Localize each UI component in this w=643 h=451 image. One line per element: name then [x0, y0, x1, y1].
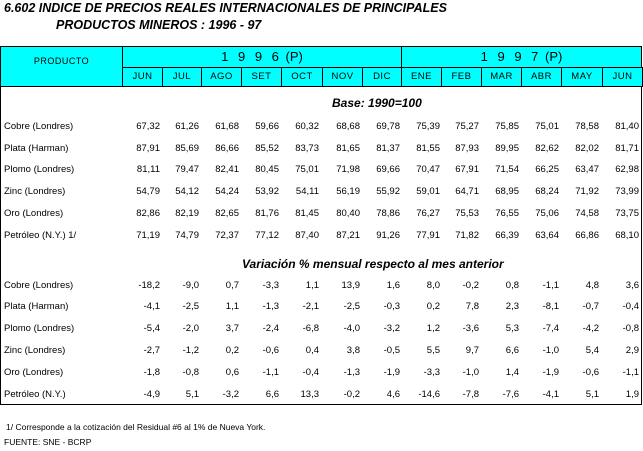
product-header-label: PRODUCTO [33, 56, 90, 66]
base-value-cell: 54,24 [215, 186, 239, 197]
variation-value-cell: -4,0 [343, 323, 360, 334]
year-header-1997 [401, 46, 642, 68]
month-header-cell: NOV [322, 67, 363, 87]
variation-value-cell: 7,8 [465, 301, 479, 312]
base-value-cell: 76,55 [495, 208, 519, 219]
base-value-cell: 75,39 [416, 121, 440, 132]
base-value-cell: 66,86 [575, 230, 599, 241]
variation-value-cell: 0,4 [305, 345, 319, 356]
variation-value-cell: 0,2 [225, 345, 239, 356]
variation-row-label: Zinc (Londres) [4, 345, 66, 356]
base-value-cell: 53,92 [255, 186, 279, 197]
variation-value-cell: -0,5 [383, 345, 400, 356]
base-value-cell: 64,71 [455, 186, 479, 197]
year-1996-label: 1 9 9 6 [221, 49, 282, 64]
variation-value-cell: 1,1 [225, 301, 239, 312]
base-value-cell: 81,40 [615, 121, 639, 132]
base-value-cell: 71,82 [455, 230, 479, 241]
base-value-cell: 68,24 [535, 186, 559, 197]
variation-value-cell: -3,3 [262, 280, 279, 291]
variation-value-cell: -0,8 [622, 323, 639, 334]
footnote: 1/ Corresponde a la cotización del Residual #6 al 1% de Nueva York. [6, 422, 266, 432]
base-value-cell: 76,27 [416, 208, 440, 219]
variation-value-cell: 2,9 [625, 345, 639, 356]
base-value-cell: 55,92 [376, 186, 400, 197]
source-note: FUENTE: SNE - BCRP [4, 437, 92, 447]
base-value-cell: 82,19 [175, 208, 199, 219]
base-value-cell: 73,99 [615, 186, 639, 197]
base-value-cell: 54,11 [295, 186, 319, 197]
variation-value-cell: -4,1 [542, 389, 559, 400]
variation-section-title: Variación % mensual respecto al mes anterior [242, 257, 504, 271]
base-value-cell: 77,91 [416, 230, 440, 241]
month-header-cell: MAY [561, 67, 603, 87]
table-subtitle: PRODUCTOS MINEROS : 1996 - 97 [56, 18, 262, 32]
base-value-cell: 87,21 [336, 230, 360, 241]
year-1997-label: 1 9 9 7 [480, 49, 542, 64]
base-value-cell: 67,32 [136, 121, 160, 132]
base-value-cell: 63,47 [575, 164, 599, 175]
variation-value-cell: -1,8 [143, 367, 160, 378]
variation-value-cell: 0,6 [225, 367, 239, 378]
variation-value-cell: 5,3 [505, 323, 519, 334]
variation-value-cell: -4,9 [143, 389, 160, 400]
base-value-cell: 78,58 [575, 121, 599, 132]
variation-value-cell: -0,4 [302, 367, 319, 378]
variation-value-cell: 3,6 [625, 280, 639, 291]
base-value-cell: 80,40 [336, 208, 360, 219]
base-value-cell: 91,26 [376, 230, 400, 241]
base-value-cell: 75,06 [535, 208, 559, 219]
month-header-cell: FEB [441, 67, 482, 87]
variation-value-cell: -7,8 [462, 389, 479, 400]
variation-value-cell: 9,7 [465, 345, 479, 356]
variation-value-cell: 0,7 [225, 280, 239, 291]
variation-value-cell: -1,1 [542, 280, 559, 291]
variation-value-cell: -0,2 [343, 389, 360, 400]
month-header-cell: DIC [362, 67, 402, 87]
variation-value-cell: 6,6 [265, 389, 279, 400]
base-value-cell: 69,66 [376, 164, 400, 175]
base-value-cell: 71,92 [575, 186, 599, 197]
base-value-cell: 61,26 [175, 121, 199, 132]
base-value-cell: 82,41 [215, 164, 239, 175]
base-value-cell: 74,79 [175, 230, 199, 241]
variation-value-cell: -2,0 [182, 323, 199, 334]
year-header-1996 [122, 46, 402, 68]
base-value-cell: 82,65 [215, 208, 239, 219]
variation-value-cell: -0,6 [262, 345, 279, 356]
base-value-cell: 71,19 [136, 230, 160, 241]
base-value-cell: 61,68 [215, 121, 239, 132]
variation-value-cell: -2,5 [182, 301, 199, 312]
base-value-cell: 81,37 [376, 143, 400, 154]
base-value-cell: 59,01 [416, 186, 440, 197]
variation-value-cell: -2,7 [143, 345, 160, 356]
variation-value-cell: 13,9 [341, 280, 360, 291]
base-row-label: Plomo (Londres) [4, 164, 75, 175]
base-value-cell: 85,69 [175, 143, 199, 154]
base-value-cell: 69,78 [376, 121, 400, 132]
base-value-cell: 80,45 [255, 164, 279, 175]
variation-row-label: Cobre (Londres) [4, 280, 74, 291]
variation-value-cell: -9,0 [182, 280, 199, 291]
variation-value-cell: -1,1 [262, 367, 279, 378]
variation-value-cell: -4,2 [582, 323, 599, 334]
base-value-cell: 81,45 [295, 208, 319, 219]
variation-value-cell: 6,6 [505, 345, 519, 356]
variation-value-cell: -1,0 [462, 367, 479, 378]
base-value-cell: 70,47 [416, 164, 440, 175]
base-row-label: Oro (Londres) [4, 208, 64, 219]
base-value-cell: 81,55 [416, 143, 440, 154]
month-header-cell: ABR [521, 67, 562, 87]
base-value-cell: 81,65 [336, 143, 360, 154]
variation-value-cell: 1,1 [305, 280, 319, 291]
variation-value-cell: 1,4 [505, 367, 519, 378]
base-value-cell: 71,54 [495, 164, 519, 175]
variation-value-cell: -5,4 [143, 323, 160, 334]
base-value-cell: 79,47 [175, 164, 199, 175]
base-value-cell: 77,12 [255, 230, 279, 241]
variation-value-cell: 5,1 [185, 389, 199, 400]
base-value-cell: 87,91 [136, 143, 160, 154]
variation-value-cell: 3,8 [346, 345, 360, 356]
base-value-cell: 82,86 [136, 208, 160, 219]
base-value-cell: 75,85 [495, 121, 519, 132]
base-value-cell: 83,73 [295, 143, 319, 154]
variation-row-label: Plata (Harman) [4, 301, 69, 312]
variation-value-cell: -0,3 [383, 301, 400, 312]
base-value-cell: 87,40 [295, 230, 319, 241]
base-value-cell: 68,95 [495, 186, 519, 197]
base-value-cell: 67,91 [455, 164, 479, 175]
base-value-cell: 56,19 [336, 186, 360, 197]
base-row-label: Petróleo (N.Y.) 1/ [4, 230, 77, 241]
variation-value-cell: -4,1 [143, 301, 160, 312]
variation-value-cell: 1,9 [625, 389, 639, 400]
base-value-cell: 78,86 [376, 208, 400, 219]
variation-value-cell: -1,0 [542, 345, 559, 356]
variation-value-cell: 5,4 [585, 345, 599, 356]
year-1997-suffix: (P) [541, 49, 563, 64]
variation-value-cell: -1,9 [542, 367, 559, 378]
variation-value-cell: 0,2 [426, 301, 440, 312]
variation-value-cell: 2,3 [505, 301, 519, 312]
base-value-cell: 82,02 [575, 143, 599, 154]
base-value-cell: 73,75 [615, 208, 639, 219]
base-value-cell: 59,66 [255, 121, 279, 132]
variation-value-cell: -1,1 [622, 367, 639, 378]
base-value-cell: 68,68 [336, 121, 360, 132]
month-header-cell: AGO [201, 67, 242, 87]
base-row-label: Cobre (Londres) [4, 121, 74, 132]
variation-value-cell: 4,8 [585, 280, 599, 291]
base-value-cell: 81,11 [136, 164, 160, 175]
month-header-cell: JUL [162, 67, 202, 87]
variation-value-cell: -2,4 [262, 323, 279, 334]
base-value-cell: 71,98 [336, 164, 360, 175]
variation-value-cell: -1,3 [262, 301, 279, 312]
table-title: 6.602 INDICE DE PRECIOS REALES INTERNACIONALES DE PRINCIPALES [4, 1, 447, 15]
variation-value-cell: 1,2 [426, 323, 440, 334]
base-value-cell: 75,01 [535, 121, 559, 132]
variation-value-cell: 5,1 [585, 389, 599, 400]
variation-value-cell: -7,4 [542, 323, 559, 334]
variation-value-cell: -0,7 [582, 301, 599, 312]
variation-value-cell: -0,4 [622, 301, 639, 312]
variation-value-cell: -18,2 [138, 280, 160, 291]
base-value-cell: 87,93 [455, 143, 479, 154]
base-value-cell: 60,32 [295, 121, 319, 132]
variation-value-cell: -8,1 [542, 301, 559, 312]
base-value-cell: 86,66 [215, 143, 239, 154]
variation-value-cell: 13,3 [300, 389, 319, 400]
base-section-title: Base: 1990=100 [332, 96, 422, 110]
month-header-cell: MAR [481, 67, 522, 87]
month-header-cell: JUN [122, 67, 163, 87]
variation-value-cell: -6,8 [302, 323, 319, 334]
base-value-cell: 54,12 [175, 186, 199, 197]
base-value-cell: 81,76 [255, 208, 279, 219]
variation-value-cell: 3,7 [225, 323, 239, 334]
base-value-cell: 66,39 [495, 230, 519, 241]
base-value-cell: 82,62 [535, 143, 559, 154]
variation-value-cell: 0,8 [505, 280, 519, 291]
variation-value-cell: -7,6 [502, 389, 519, 400]
base-value-cell: 75,53 [455, 208, 479, 219]
variation-value-cell: -0,6 [582, 367, 599, 378]
base-row-label: Plata (Harman) [4, 143, 69, 154]
base-value-cell: 85,52 [255, 143, 279, 154]
year-1996-suffix: (P) [281, 49, 303, 64]
month-header-cell: JUN [602, 67, 643, 87]
table-border-bottom [0, 404, 642, 405]
variation-value-cell: -3,2 [222, 389, 239, 400]
variation-value-cell: -3,3 [423, 367, 440, 378]
variation-value-cell: 8,0 [426, 280, 440, 291]
base-value-cell: 66,25 [535, 164, 559, 175]
variation-value-cell: -14,6 [418, 389, 440, 400]
variation-row-label: Plomo (Londres) [4, 323, 75, 334]
variation-value-cell: -2,5 [343, 301, 360, 312]
variation-value-cell: 4,6 [386, 389, 400, 400]
variation-value-cell: -1,2 [182, 345, 199, 356]
base-value-cell: 89,95 [495, 143, 519, 154]
base-row-label: Zinc (Londres) [4, 186, 66, 197]
base-value-cell: 68,10 [615, 230, 639, 241]
variation-value-cell: -3,2 [383, 323, 400, 334]
variation-value-cell: -2,1 [302, 301, 319, 312]
variation-row-label: Oro (Londres) [4, 367, 64, 378]
table-border-left [0, 86, 1, 405]
base-value-cell: 81,71 [615, 143, 639, 154]
variation-value-cell: 1,6 [386, 280, 400, 291]
base-value-cell: 54,79 [136, 186, 160, 197]
table-border-right [641, 86, 642, 405]
variation-value-cell: -0,8 [182, 367, 199, 378]
base-value-cell: 62,98 [615, 164, 639, 175]
month-header-cell: OCT [281, 67, 323, 87]
variation-value-cell: -1,3 [343, 367, 360, 378]
month-header-cell: ENE [401, 67, 442, 87]
base-value-cell: 74,58 [575, 208, 599, 219]
base-value-cell: 75,01 [295, 164, 319, 175]
variation-value-cell: 5,5 [426, 345, 440, 356]
product-column-header [0, 46, 123, 87]
base-value-cell: 72,37 [215, 230, 239, 241]
variation-value-cell: -3,6 [462, 323, 479, 334]
month-header-cell: SET [241, 67, 282, 87]
base-value-cell: 63,64 [535, 230, 559, 241]
variation-value-cell: -0,2 [462, 280, 479, 291]
variation-value-cell: -1,9 [383, 367, 400, 378]
variation-row-label: Petróleo (N.Y.) [4, 389, 66, 400]
base-value-cell: 75,27 [455, 121, 479, 132]
